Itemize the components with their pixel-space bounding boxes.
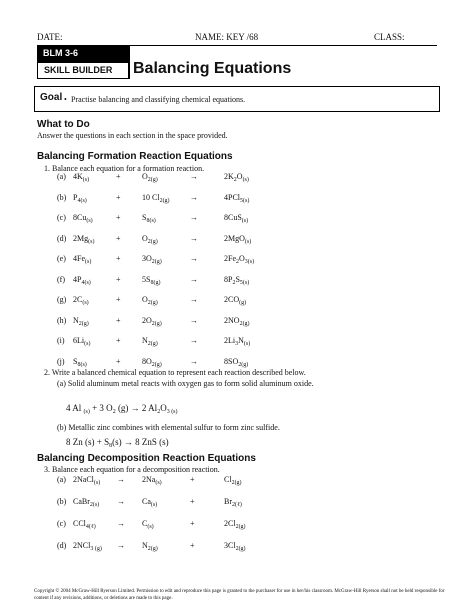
arrow: → <box>117 519 125 528</box>
question-3: 3. Balance each equation for a decomposition reaction. <box>44 465 220 474</box>
reactant-1: $N_{2(g)}$ <box>73 315 89 327</box>
product-1: $2Na_{(s)}$ <box>142 475 162 486</box>
question-2: 2. Write a balanced chemical equation to represent each reaction described below. <box>44 368 306 377</box>
arrow: → <box>117 475 125 484</box>
reactant-1: $6Li_{(s)}$ <box>73 336 91 347</box>
item-letter: (g) <box>57 295 67 304</box>
reactant-2: $O_{2(g)}$ <box>142 172 158 183</box>
plus-sign: + <box>116 233 121 243</box>
copyright-footer: Copyright © 2004 McGraw-Hill Ryerson Limited. Permission to edit and reproduce this page is granted to the purchaser for use in her/his classroom. McGraw-Hill Ryerson shall not be held responsible for content if any revisions, additions, or deletions are made to this page. <box>34 589 445 601</box>
reactant-2: $S_{8(s)}$ <box>142 213 156 224</box>
title-divider <box>129 45 130 79</box>
reactant: CCl$_{4(\ell)}$ <box>73 519 96 530</box>
product-2: $2Cl_{2(g)}$ <box>224 519 246 530</box>
arrow: → <box>190 336 198 345</box>
product: $2Fe_2O_{3(s)}$ <box>224 254 255 265</box>
product: $8SO_{2(g)}$ <box>224 356 249 368</box>
date-label: DATE: <box>37 32 63 42</box>
plus-sign: + <box>116 213 121 222</box>
name-label: NAME: KEY /68 <box>195 32 259 42</box>
plus-sign: + <box>116 172 121 181</box>
equation-row <box>0 233 474 245</box>
plus-sign: + <box>116 336 121 345</box>
title-rule <box>129 45 437 46</box>
reactant: 2NCl$_{3 (g)}$ <box>73 541 102 552</box>
arrow: → <box>190 295 198 304</box>
reactant-1: $P_{4(s)}$ <box>73 192 87 204</box>
class-label: CLASS: <box>374 32 405 42</box>
product-1: $C_{(s)}$ <box>142 519 154 530</box>
item-letter: (f) <box>57 274 65 284</box>
question-2a: (a) Solid aluminum metal reacts with oxygen gas to form solid aluminum oxide. <box>57 379 314 388</box>
product: 4PCl$_{5(s)}$ <box>224 192 250 204</box>
page-title: Balancing Equations <box>133 60 292 77</box>
plus-sign: + <box>116 274 121 284</box>
question-1: 1. Balance each equation for a formation reaction. <box>44 164 205 173</box>
plus-sign: + <box>190 519 195 528</box>
question-2b-answer: 8 Zn $(s) + S_8(s) \to 8$ ZnS (s) <box>66 437 169 449</box>
equation-row <box>0 335 474 347</box>
reactant-1: $4Fe_{(s)}$ <box>73 254 92 265</box>
equation-row <box>0 253 474 265</box>
item-letter: (d) <box>57 233 67 243</box>
reactant-1: $4K_{(s)}$ <box>73 172 90 183</box>
arrow: → <box>190 356 198 366</box>
product: $2K_2O_{(s)}$ <box>224 172 249 183</box>
reactant-1: $S_{8(s)}$ <box>73 356 87 368</box>
reactant-2: $5S_{8(g)}$ <box>142 274 161 286</box>
equation-row <box>0 315 474 327</box>
reactant-2: $3O_{2(g)}$ <box>142 254 162 265</box>
item-letter: (h) <box>57 315 67 325</box>
reactant-1: $8Cu_{(s)}$ <box>73 213 93 224</box>
item-letter: (c) <box>57 213 66 222</box>
reactant-2: $N_{2(g)}$ <box>142 336 158 347</box>
plus-sign: + <box>116 192 121 202</box>
arrow: → <box>117 497 125 506</box>
arrow: → <box>190 274 198 284</box>
reactant: CaBr$_{2(s)}$ <box>73 497 100 508</box>
plus-sign: + <box>190 475 195 484</box>
plus-sign: + <box>116 254 121 263</box>
equation-row <box>0 274 474 286</box>
equation-row <box>0 540 474 552</box>
reactant-2: $2O_{2(g)}$ <box>142 315 162 327</box>
arrow: → <box>190 192 198 202</box>
reactant: 2NaCl$_{(s)}$ <box>73 475 101 486</box>
arrow: → <box>190 315 198 325</box>
equation-row <box>0 518 474 530</box>
arrow: → <box>190 172 198 181</box>
reactant-2: $O_{2(g)}$ <box>142 295 158 306</box>
question-2b: (b) Metallic zinc combines with elemental sulfur to form zinc sulfide. <box>57 423 280 432</box>
equation-row <box>0 496 474 508</box>
what-to-do-heading: What to Do <box>37 119 90 130</box>
blm-badge: BLM 3-6 <box>37 45 129 62</box>
product-2: $Cl_{2(g)}$ <box>224 475 242 486</box>
plus-sign: + <box>116 356 121 366</box>
product-2: $Br_{2(\ell)}$ <box>224 497 242 508</box>
reactant-1: $4P_{4(s)}$ <box>73 274 91 286</box>
arrow: → <box>190 213 198 222</box>
product: 8CuS$_{(s)}$ <box>224 213 249 224</box>
formation-heading: Balancing Formation Reaction Equations <box>37 151 233 162</box>
item-letter: (j) <box>57 356 65 366</box>
arrow: → <box>190 233 198 243</box>
product-1: $Ca_{(s)}$ <box>142 497 158 508</box>
decomposition-heading: Balancing Decomposition Reaction Equations <box>37 453 256 464</box>
arrow: → <box>117 541 125 550</box>
equation-row <box>0 474 474 486</box>
arrow: → <box>190 254 198 263</box>
reactant-2: $8O_{2(g)}$ <box>142 356 162 368</box>
item-letter: (e) <box>57 254 66 263</box>
product-2: $3Cl_{2(g)}$ <box>224 541 246 552</box>
item-letter: (c) <box>57 519 66 528</box>
question-2a-answer: 4 Al $_{(s)}$ + 3 $O_2$ (g) → 2 $Al_2O_{3 (s)}$ <box>66 403 178 415</box>
item-letter: (a) <box>57 475 66 484</box>
equation-row <box>0 356 474 368</box>
goal-label: Goal <box>40 92 63 103</box>
product: $8P_2S_{5(s)}$ <box>224 274 250 286</box>
reactant-2: 10 $Cl_{2(g)}$ <box>142 192 170 204</box>
skill-builder-badge: SKILL BUILDER <box>37 62 129 79</box>
equation-row <box>0 171 474 183</box>
plus-sign: + <box>116 295 121 304</box>
product: $2Li_3N_{(s)}$ <box>224 336 251 347</box>
item-letter: (b) <box>57 192 67 202</box>
plus-sign: + <box>190 497 195 506</box>
product: $2NO_{2(g)}$ <box>224 315 250 327</box>
item-letter: (d) <box>57 541 67 550</box>
item-letter: (i) <box>57 336 65 345</box>
product: $2CO_{(g)}$ <box>224 295 247 306</box>
what-to-do-text: Answer the questions in each section in the space provided. <box>37 131 228 140</box>
reactant-1: $2C_{(s)}$ <box>73 295 89 306</box>
goal-bullet: • <box>64 95 67 104</box>
equation-row <box>0 294 474 306</box>
item-letter: (b) <box>57 497 67 506</box>
reactant-2: $O_{2(g)}$ <box>142 233 158 245</box>
reactant-1: $2Mg_{(s)}$ <box>73 233 95 245</box>
equation-row <box>0 212 474 224</box>
product: 2MgO$_{(s)}$ <box>224 233 252 245</box>
plus-sign: + <box>190 541 195 550</box>
item-letter: (a) <box>57 172 66 181</box>
goal-text: Practise balancing and classifying chemical equations. <box>71 95 246 104</box>
equation-row <box>0 192 474 204</box>
plus-sign: + <box>116 315 121 325</box>
product-1: $N_{2(g)}$ <box>142 541 158 552</box>
